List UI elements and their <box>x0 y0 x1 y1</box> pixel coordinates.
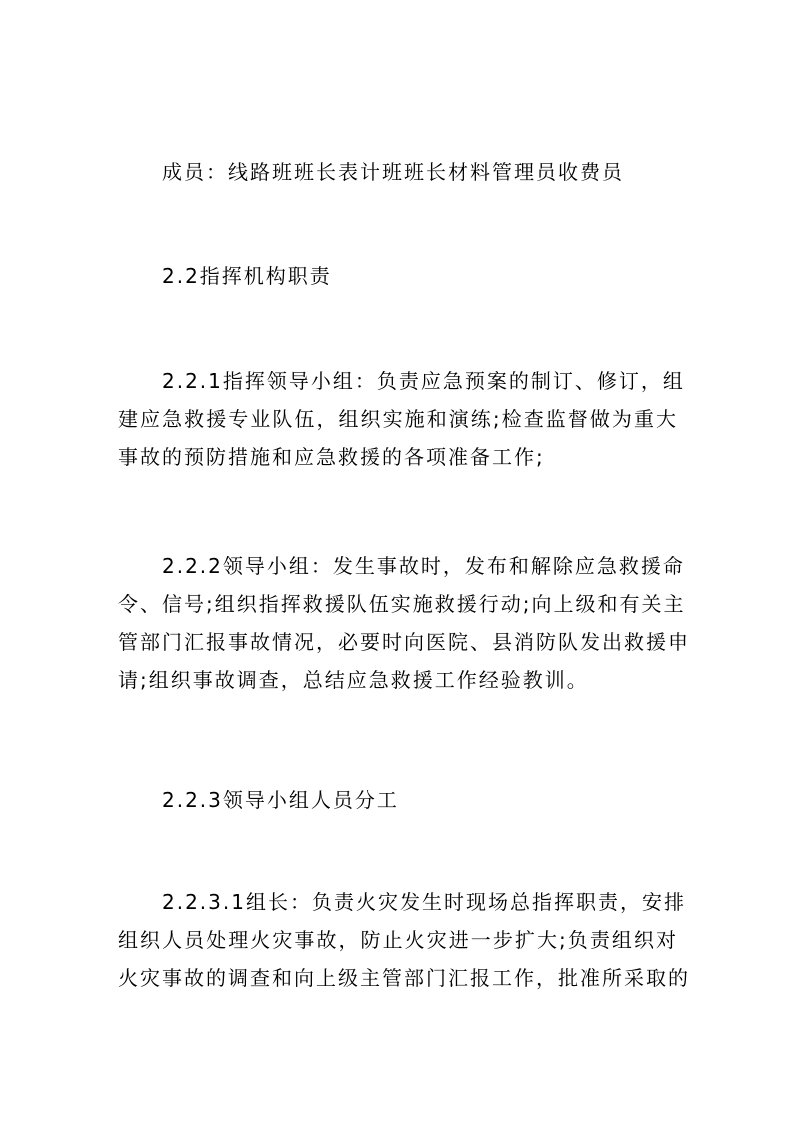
section-heading-2-2-text: 2.2指挥机构职责 <box>162 264 332 288</box>
paragraph-line: 事故的预防措施和应急救援的各项准备工作; <box>118 445 545 469</box>
paragraph-2-2-3-1 <box>118 883 690 997</box>
section-heading-2-2 <box>118 257 722 295</box>
paragraph-2-2-1 <box>118 362 685 476</box>
paragraph-line: 2.2.2领导小组：发生事故时，发布和解除应急救援命 <box>162 554 685 578</box>
members-text: 成员：线路班班长表计班班长材料管理员收费员 <box>162 160 624 184</box>
members-line <box>118 153 722 191</box>
paragraph-2-2-2 <box>118 547 690 699</box>
paragraph-line: 2.2.3.1组长：负责火灾发生时现场总指挥职责，安排 <box>162 890 686 914</box>
paragraph-line: 2.2.1指挥领导小组：负责应急预案的制订、修订，组 <box>162 369 685 393</box>
paragraph-line: 组织人员处理火灾事故，防止火灾进一步扩大;负责组织对 <box>118 928 678 952</box>
section-heading-2-2-3 <box>118 781 722 819</box>
paragraph-line: 请;组织事故调查，总结应急救援工作经验教训。 <box>118 668 589 692</box>
paragraph-line: 管部门汇报事故情况，必要时向医院、县消防队发出救援申 <box>118 630 690 654</box>
paragraph-line: 火灾事故的调查和向上级主管部门汇报工作，批准所采取的 <box>118 966 690 990</box>
paragraph-line: 令、信号;组织指挥救援队伍实施救援行动;向上级和有关主 <box>118 592 686 616</box>
paragraph-line: 建应急救援专业队伍，组织实施和演练;检查监督做为重大 <box>118 407 678 431</box>
section-heading-2-2-3-text: 2.2.3领导小组人员分工 <box>162 788 399 812</box>
